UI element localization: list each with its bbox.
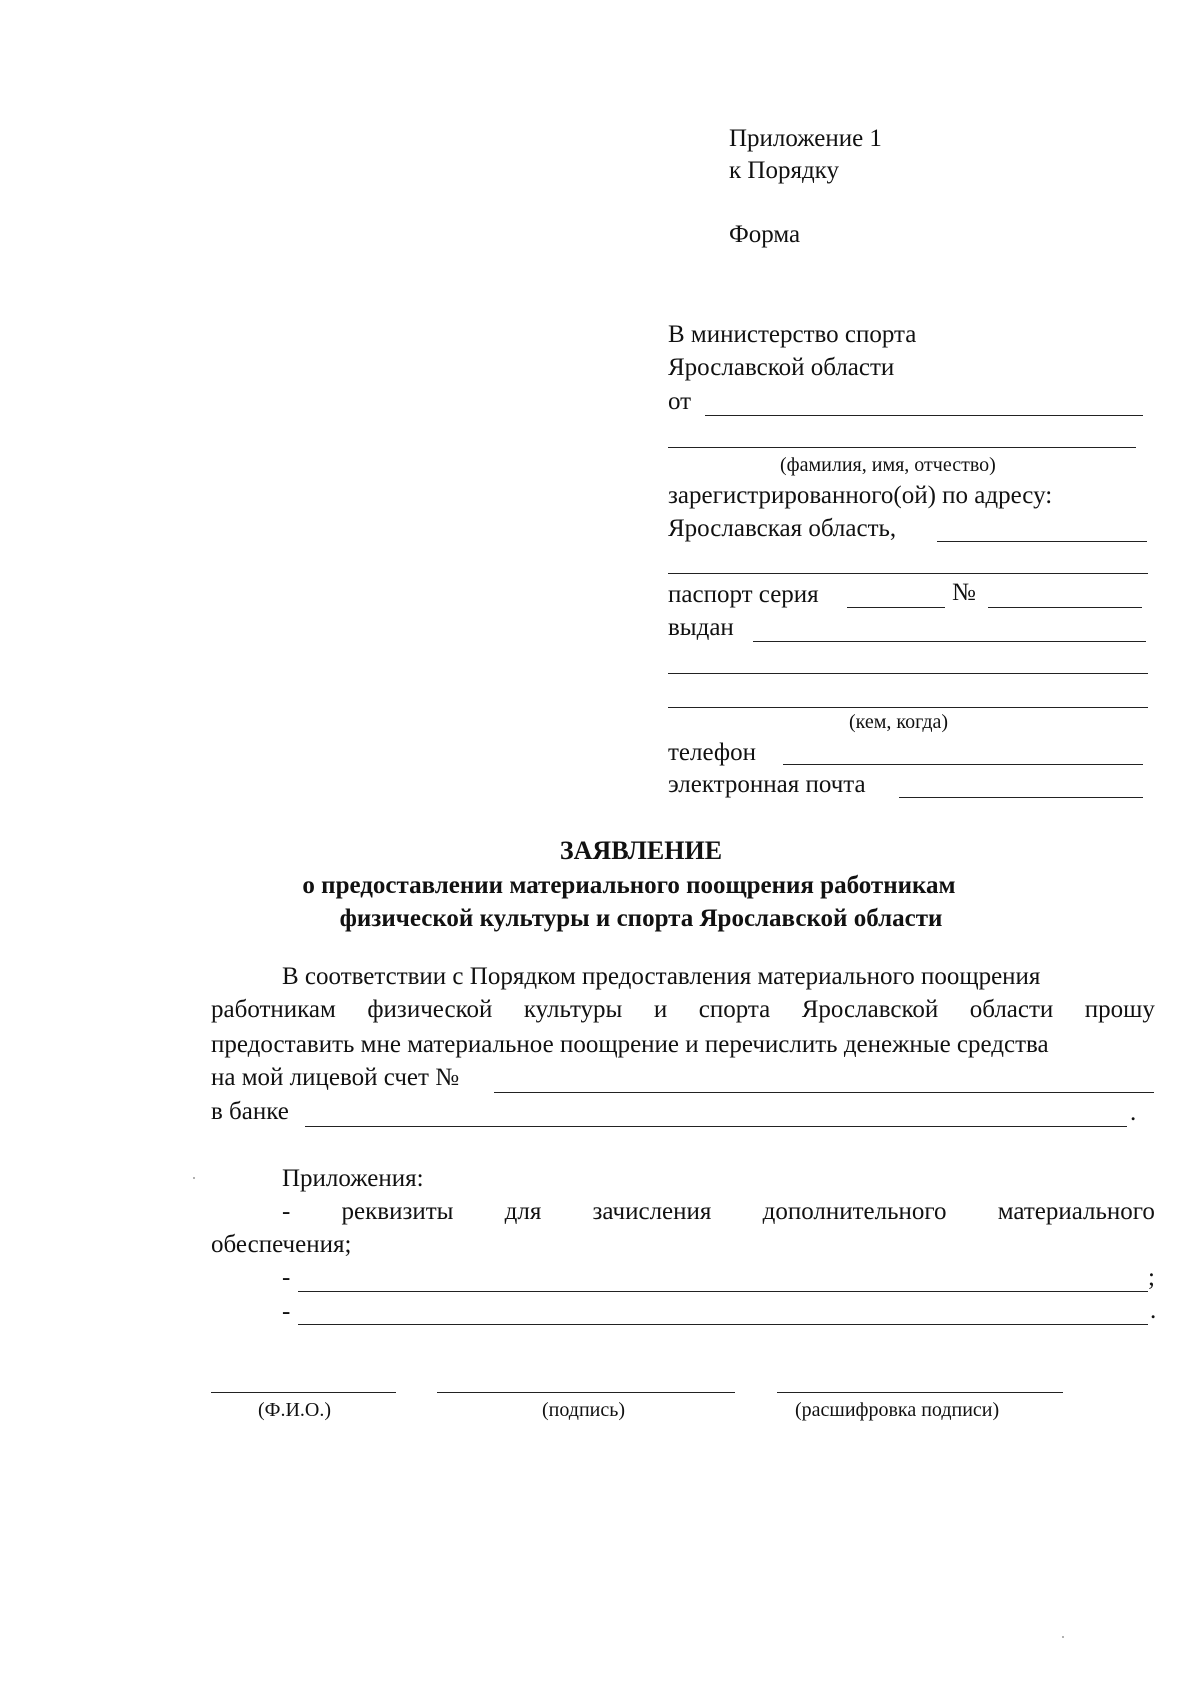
body-line3: предоставить мне материальное поощрение и перечислить денежные средства bbox=[211, 1031, 1049, 1058]
attachment-item3-field[interactable] bbox=[298, 1324, 1148, 1325]
signature-caption: (подпись) bbox=[542, 1399, 626, 1421]
addressee-line1: В министерство спорта bbox=[668, 321, 917, 348]
body-line1: В соответствии с Порядком предоставления материального поощрения bbox=[282, 963, 1041, 990]
from-field[interactable] bbox=[705, 415, 1143, 416]
passport-series-label: паспорт серия bbox=[668, 581, 819, 608]
attachment-word: материального bbox=[997, 1198, 1155, 1225]
document-subtitle-line2: физической культуры и спорта Ярославской области bbox=[339, 905, 943, 932]
issued-label: выдан bbox=[668, 614, 734, 641]
signature-decoding-caption: (расшифровка подписи) bbox=[795, 1399, 1000, 1421]
body-word: работникам bbox=[211, 996, 336, 1023]
appendix-number: Приложение 1 bbox=[729, 125, 882, 152]
phone-label: телефон bbox=[668, 739, 756, 766]
bank-end-mark: . bbox=[1130, 1099, 1137, 1126]
form-label: Форма bbox=[729, 221, 801, 248]
from-label: от bbox=[668, 388, 692, 415]
body-line2 bbox=[211, 995, 1155, 1025]
attachment-word: реквизиты bbox=[341, 1198, 454, 1225]
issued-field-line2[interactable] bbox=[668, 673, 1148, 674]
address-field-line2[interactable] bbox=[668, 573, 1148, 574]
region-label: Ярославская область, bbox=[668, 515, 897, 542]
passport-series-field[interactable] bbox=[847, 607, 945, 608]
fio-field-line2[interactable] bbox=[668, 447, 1136, 448]
attachment-item2-end: ; bbox=[1148, 1264, 1155, 1291]
fio-signature-field[interactable] bbox=[211, 1392, 396, 1393]
scan-speck bbox=[1062, 1636, 1064, 1638]
body-word: спорта bbox=[698, 996, 771, 1023]
bank-label: в банке bbox=[211, 1098, 289, 1125]
scan-speck bbox=[193, 1177, 195, 1179]
attachment-item2-field[interactable] bbox=[298, 1291, 1148, 1292]
registered-label: зарегистрированного(ой) по адресу: bbox=[668, 482, 1053, 509]
attachment-item2-dash: - bbox=[282, 1264, 291, 1291]
attachment-word: - bbox=[282, 1198, 291, 1225]
document-subtitle-line1: о предоставлении материального поощрения работникам bbox=[302, 872, 956, 899]
email-field[interactable] bbox=[899, 797, 1143, 798]
attachment-item1-continuation: обеспечения; bbox=[211, 1231, 352, 1258]
body-word: прошу bbox=[1084, 996, 1155, 1023]
email-label: электронная почта bbox=[668, 771, 866, 798]
issued-caption: (кем, когда) bbox=[849, 711, 949, 733]
phone-field[interactable] bbox=[783, 764, 1143, 765]
signature-decoding-field[interactable] bbox=[777, 1392, 1063, 1393]
body-word: области bbox=[969, 996, 1054, 1023]
addressee-line2: Ярославской области bbox=[668, 354, 895, 381]
bank-field[interactable] bbox=[305, 1126, 1127, 1127]
attachments-heading: Приложения: bbox=[282, 1165, 424, 1192]
attachment-item3-end: . bbox=[1150, 1297, 1157, 1324]
body-word: и bbox=[653, 996, 668, 1023]
signature-field[interactable] bbox=[437, 1392, 735, 1393]
attachment-word: дополнительного bbox=[762, 1198, 947, 1225]
passport-number-field[interactable] bbox=[988, 607, 1142, 608]
attachment-word: для bbox=[504, 1198, 542, 1225]
passport-number-sign: № bbox=[952, 579, 976, 606]
appendix-reference: к Порядку bbox=[729, 157, 839, 184]
address-field[interactable] bbox=[937, 541, 1147, 542]
body-word: физической bbox=[367, 996, 493, 1023]
issued-field[interactable] bbox=[753, 641, 1146, 642]
body-word: культуры bbox=[523, 996, 623, 1023]
fio-caption: (фамилия, имя, отчество) bbox=[780, 454, 996, 476]
account-field[interactable] bbox=[494, 1092, 1154, 1093]
account-label: на мой лицевой счет № bbox=[211, 1064, 460, 1091]
attachment-item1 bbox=[282, 1197, 1155, 1227]
body-word: Ярославской bbox=[801, 996, 939, 1023]
attachment-word: зачисления bbox=[592, 1198, 712, 1225]
document-title: ЗАЯВЛЕНИЕ bbox=[559, 836, 723, 865]
issued-field-line3[interactable] bbox=[668, 707, 1148, 708]
fio-caption-bottom: (Ф.И.О.) bbox=[258, 1399, 332, 1421]
attachment-item3-dash: - bbox=[282, 1298, 291, 1325]
